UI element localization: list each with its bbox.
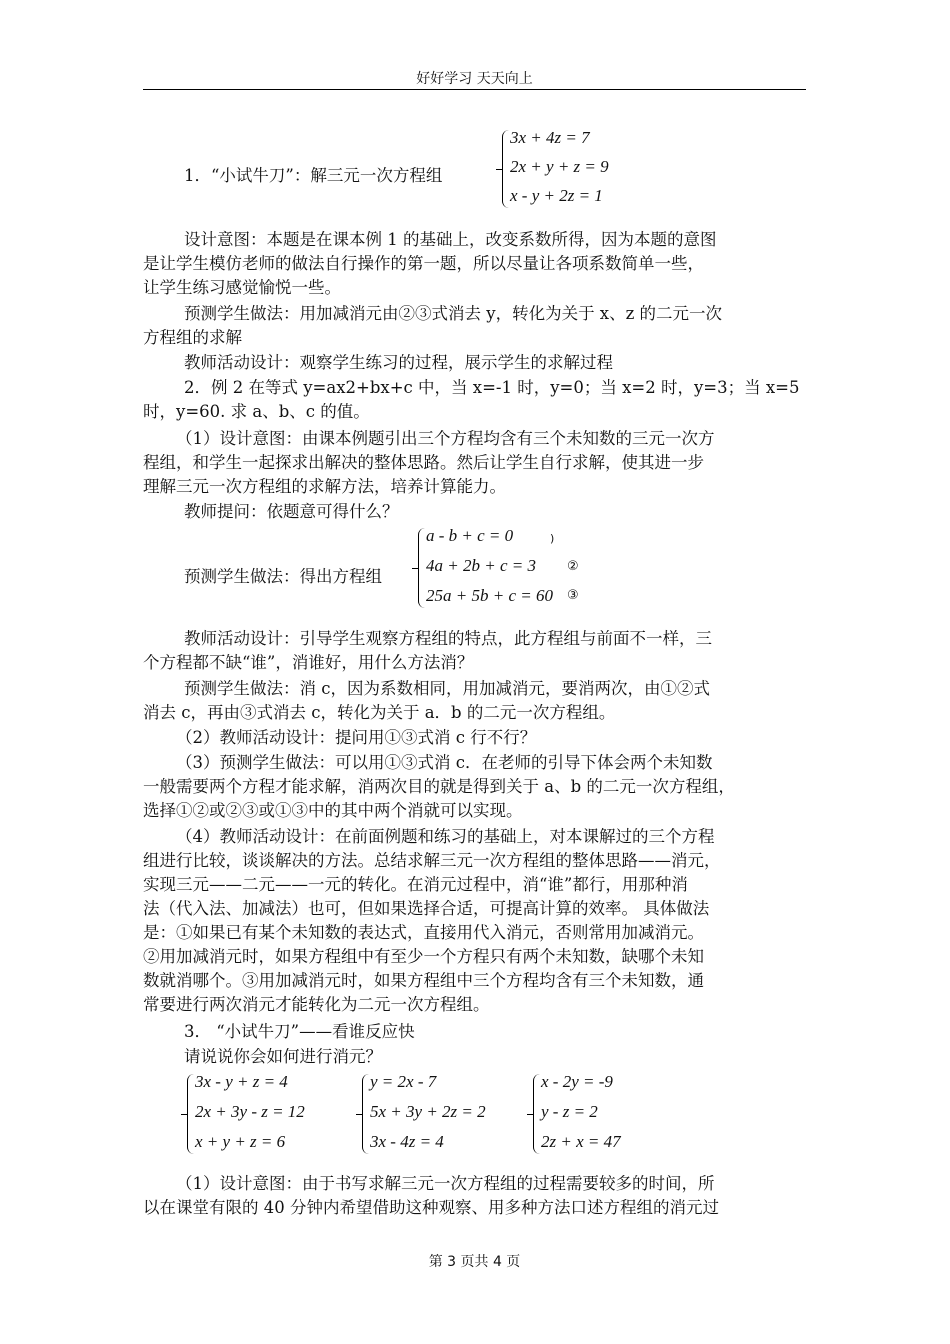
paragraph-line: （1）设计意图：由于书写求解三元一次方程组的过程需要较多的时间，所	[176, 1174, 715, 1193]
paragraph-line: 让学生练习感觉愉悦一些。	[143, 278, 341, 297]
item2-prefix: 预测学生做法：得出方程组	[184, 567, 382, 586]
paragraph-line: ②用加减消元时，如果方程组中有至少一个方程只有两个未知数，缺哪个未知	[143, 947, 704, 966]
paragraph-line: 预测学生做法：消 c，因为系数相同，用加减消元，要消两次，由①②式	[184, 679, 710, 698]
equation: y - z = 2	[541, 1102, 598, 1121]
paragraph-line: 组进行比较，谈谈解决的方法。总结求解三元一次方程组的整体思路——消元，	[143, 851, 721, 870]
paragraph-line: 教师提问：依题意可得什么？	[184, 502, 399, 521]
equation: 3x - y + z = 4	[195, 1072, 288, 1091]
equation-system-1	[502, 126, 642, 212]
paragraph-line: （1）设计意图：由课本例题引出三个方程均含有三个未知数的三元一次方	[176, 429, 715, 448]
paragraph-line: 理解三元一次方程组的求解方法，培养计算能力。	[143, 477, 506, 496]
paragraph-line: 设计意图：本题是在课本例 1 的基础上，改变系数所得，因为本题的意图	[184, 230, 717, 249]
paragraph-line: 时，y=60. 求 a、b、c 的值。	[143, 402, 370, 421]
equation-mark: )	[550, 532, 555, 545]
header-divider	[143, 89, 806, 90]
paragraph-line: 是让学生模仿老师的做法自行操作的第一题，所以尽量让各项系数简单一些，	[143, 254, 704, 273]
equation: x - y + 2z = 1	[510, 186, 603, 205]
page-header: 好好学习 天天向上	[416, 71, 533, 87]
equation: 2z + x = 47	[541, 1132, 621, 1151]
paragraph-line: 实现三元——二元——一元的转化。在消元过程中，消“谁”都行，用那种消	[143, 875, 688, 894]
paragraph-line: 程组，和学生一起探求出解决的整体思路。然后让学生自行求解，使其进一步	[143, 453, 704, 472]
brace	[533, 1074, 540, 1154]
paragraph-line: （4）教师活动设计：在前面例题和练习的基础上，对本课解过的三个方程	[176, 827, 715, 846]
equation-system-3b	[362, 1070, 512, 1156]
paragraph-line: （2）教师活动设计：提问用①③式消 c 行不行？	[176, 728, 537, 747]
equation: a - b + c = 0	[426, 526, 514, 545]
paragraph-line: 消去 c，再由③式消去 c，转化为关于 a．b 的二元一次方程组。	[143, 703, 616, 722]
paragraph-line: 预测学生做法：用加减消元由②③式消去 y，转化为关于 x、z 的二元一次	[184, 304, 723, 323]
equation: 4a + 2b + c = 3	[426, 556, 536, 575]
paragraph-line: 以在课堂有限的 40 分钟内希望借助这种观察、用多种方法口述方程组的消元过	[143, 1198, 719, 1217]
equation: 2x + y + z = 9	[510, 157, 609, 176]
brace	[418, 528, 425, 608]
equation: 3x + 4z = 7	[510, 128, 590, 147]
paragraph-line: 选择①②或②③或①③中的其中两个消就可以实现。	[143, 801, 523, 820]
paragraph-line: 常要进行两次消元才能转化为二元一次方程组。	[143, 995, 490, 1014]
paragraph-line: 方程组的求解	[143, 328, 242, 347]
equation: 25a + 5b + c = 60	[426, 586, 553, 605]
brace	[362, 1074, 369, 1154]
paragraph-line: 教师活动设计：观察学生练习的过程，展示学生的求解过程	[184, 353, 613, 372]
equation-mark: ②	[567, 559, 579, 574]
equation-system-3c	[533, 1070, 683, 1156]
item1-prefix: 1．“小试牛刀”：解三元一次方程组	[184, 166, 443, 185]
paragraph-line: （3）预测学生做法：可以用①③式消 c．在老师的引导下体会两个未知数	[176, 753, 713, 772]
equation: 3x - 4z = 4	[370, 1132, 444, 1151]
equation-mark: ③	[567, 588, 579, 603]
page-footer: 第 3 页共 4 页	[428, 1254, 521, 1270]
paragraph-line: 是：①如果已有某个未知数的表达式，直接用代入消元，否则常用加减消元。	[143, 923, 704, 942]
paragraph-line: 一般需要两个方程才能求解，消两次目的就是得到关于 a、b 的二元一次方程组，	[143, 777, 735, 796]
equation: y = 2x - 7	[370, 1072, 437, 1091]
equation-system-2	[418, 524, 568, 610]
equation: 2x + 3y - z = 12	[195, 1102, 305, 1121]
paragraph-line: 法（代入法、加减法）也可，但如果选择合适，可提高计算的效率。 具体做法	[143, 899, 710, 918]
paragraph-line: 3． “小试牛刀”——看谁反应快	[184, 1022, 415, 1041]
equation: 5x + 3y + 2z = 2	[370, 1102, 486, 1121]
equation: x - 2y = -9	[541, 1072, 613, 1091]
paragraph-line: 2．例 2 在等式 y=ax2+bx+c 中，当 x=-1 时，y=0；当 x=2 时，y=3；当 x=5	[184, 378, 800, 397]
brace	[187, 1074, 194, 1154]
equation: x + y + z = 6	[195, 1132, 286, 1151]
paragraph-line: 教师活动设计：引导学生观察方程组的特点，此方程组与前面不一样，三	[184, 629, 712, 648]
paragraph-line: 请说说你会如何进行消元？	[184, 1047, 382, 1066]
paragraph-line: 个方程都不缺“谁”，消谁好，用什么方法消？	[143, 653, 474, 672]
paragraph-line: 数就消哪个。③用加减消元时，如果方程组中三个方程均含有三个未知数，通	[143, 971, 704, 990]
equation-system-3a	[187, 1070, 337, 1156]
brace	[502, 130, 509, 208]
